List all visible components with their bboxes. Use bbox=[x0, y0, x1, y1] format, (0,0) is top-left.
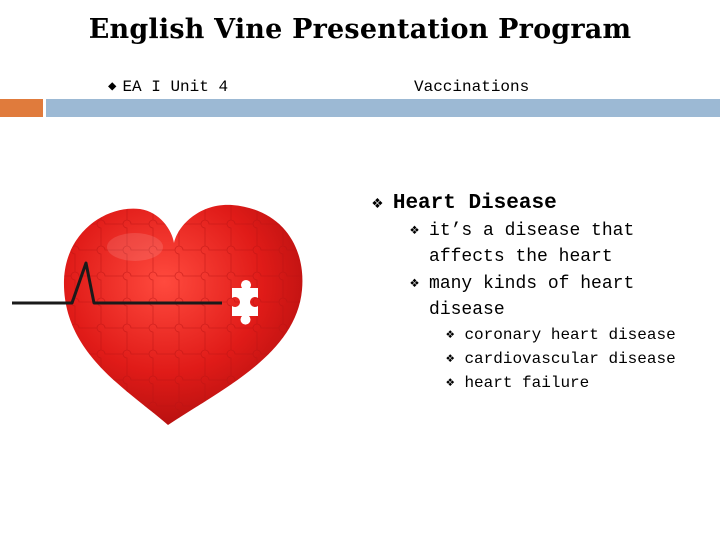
four-diamond-bullet-icon: ❖ bbox=[372, 194, 383, 214]
heart-puzzle-icon bbox=[10, 185, 320, 435]
unit-label-row bbox=[108, 78, 228, 96]
topic-label: Vaccinations bbox=[414, 78, 530, 96]
list-item-text: many kinds of heart disease bbox=[429, 274, 635, 320]
four-diamond-bullet-icon: ❖ bbox=[410, 275, 420, 292]
heading-text: Heart Disease bbox=[392, 192, 557, 215]
sub-list-item-text: heart failure bbox=[464, 374, 590, 392]
accent-bar-orange bbox=[0, 99, 43, 117]
four-diamond-bullet-icon: ❖ bbox=[446, 351, 455, 367]
sub-list-item-text: coronary heart disease bbox=[464, 326, 676, 344]
list-item-text: it’s a disease that affects the heart bbox=[429, 221, 635, 267]
sub-list-item bbox=[446, 323, 717, 347]
list-item bbox=[410, 271, 717, 323]
sub-list-item-text: cardiovascular disease bbox=[464, 350, 676, 368]
four-diamond-bullet-icon: ❖ bbox=[446, 375, 455, 391]
accent-bar-blue bbox=[46, 99, 720, 117]
sub-list-item bbox=[446, 371, 717, 395]
bullet-list bbox=[372, 190, 717, 395]
list-item bbox=[410, 218, 717, 270]
four-diamond-bullet-icon: ❖ bbox=[410, 222, 420, 239]
four-diamond-bullet-icon: ❖ bbox=[446, 327, 455, 343]
sub-list-item bbox=[446, 347, 717, 371]
bullet-heading bbox=[372, 190, 717, 218]
slide-title: English Vine Presentation Program bbox=[88, 14, 632, 45]
unit-label: EA I Unit 4 bbox=[122, 78, 229, 96]
heart-puzzle-image bbox=[10, 185, 320, 435]
diamond-bullet-icon: ◆ bbox=[108, 79, 117, 95]
